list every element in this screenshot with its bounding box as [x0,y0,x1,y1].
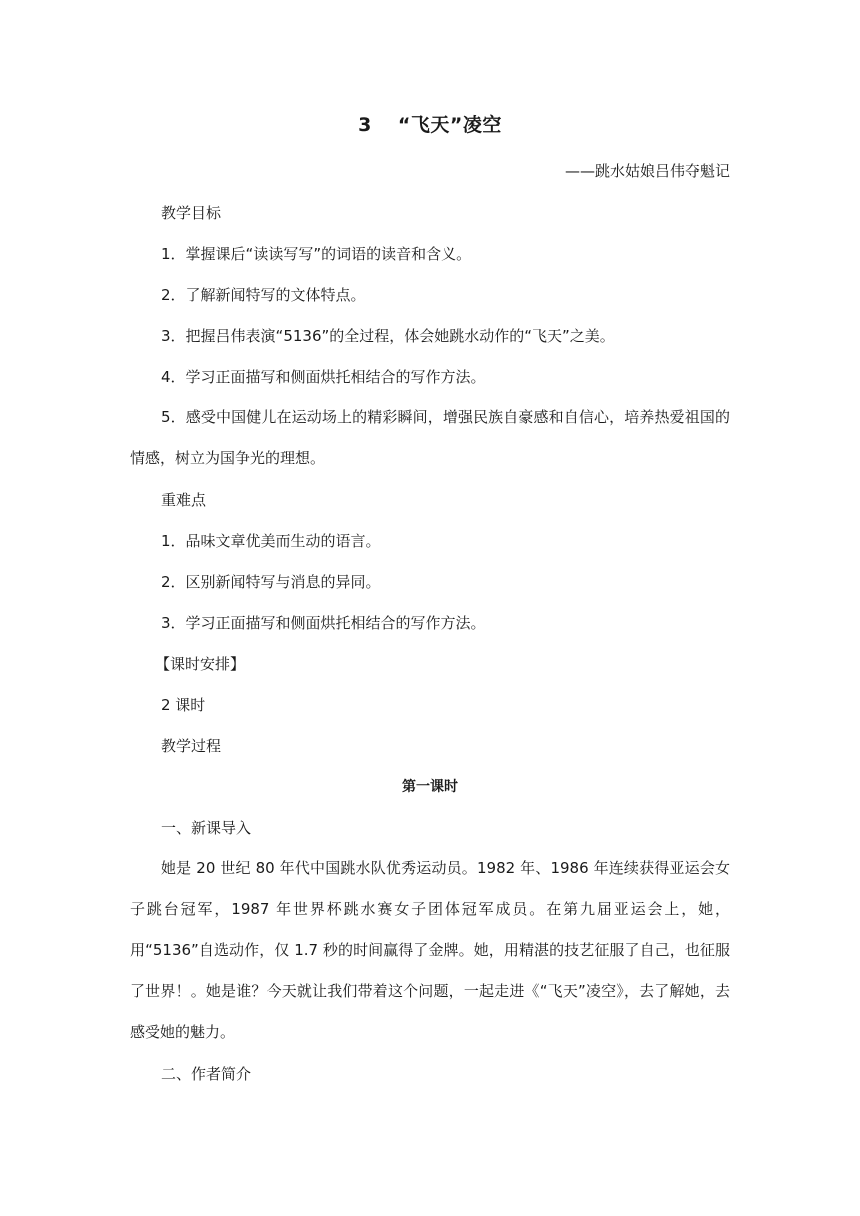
key-point-item: 2．区别新闻特写与消息的异同。 [161,573,381,591]
document-title [0,110,860,137]
objective-item: 4．学习正面描写和侧面烘托相结合的写作方法。 [161,368,486,386]
key-point-item: 3．学习正面描写和侧面烘托相结合的写作方法。 [161,614,486,632]
process-heading: 教学过程 [161,737,222,755]
objective-item: 3．把握吕伟表演“5136”的全过程，体会她跳水动作的“飞天”之美。 [161,327,615,345]
title-text: “飞天”凌空 [397,114,502,136]
title-number: 3 [358,114,372,136]
objective-item: 5．感受中国健儿在运动场上的精彩瞬间，增强民族自豪感和自信心，培养热爱祖国的情感，树立为国争光的理想。 [130,408,730,467]
key-point-item: 1．品味文章优美而生动的语言。 [161,532,381,550]
key-points-heading: 重难点 [161,491,207,509]
objective-item: 2．了解新闻特写的文体特点。 [161,286,366,304]
objective-item: 1．掌握课后“读读写写”的词语的读音和含义。 [161,245,472,263]
section-heading-author: 二、作者简介 [161,1065,252,1083]
objectives-heading: 教学目标 [161,204,222,222]
section-heading-intro: 一、新课导入 [161,819,252,837]
schedule-heading: 【课时安排】 [155,655,246,673]
schedule-value: 2 课时 [161,696,206,714]
lesson-heading: 第一课时 [402,779,458,795]
document-subtitle: ——跳水姑娘吕伟夺魁记 [564,162,730,180]
intro-paragraph: 她是 20 世纪 80 年代中国跳水队优秀运动员。1982 年、1986 年连续获得亚运会女子跳台冠军，1987 年世界杯跳水赛女子团体冠军成员。在第九届亚运会上，她，用“5136”自选动作，仅 1.7 秒的时间赢得了金牌。她，用精湛的技艺征服了自己，也征服了世界！。她是谁？今天就让我们带着这个问题，一起走进《“飞天”凌空》，去了解她，去感受她的魅力。 [130,859,730,1041]
